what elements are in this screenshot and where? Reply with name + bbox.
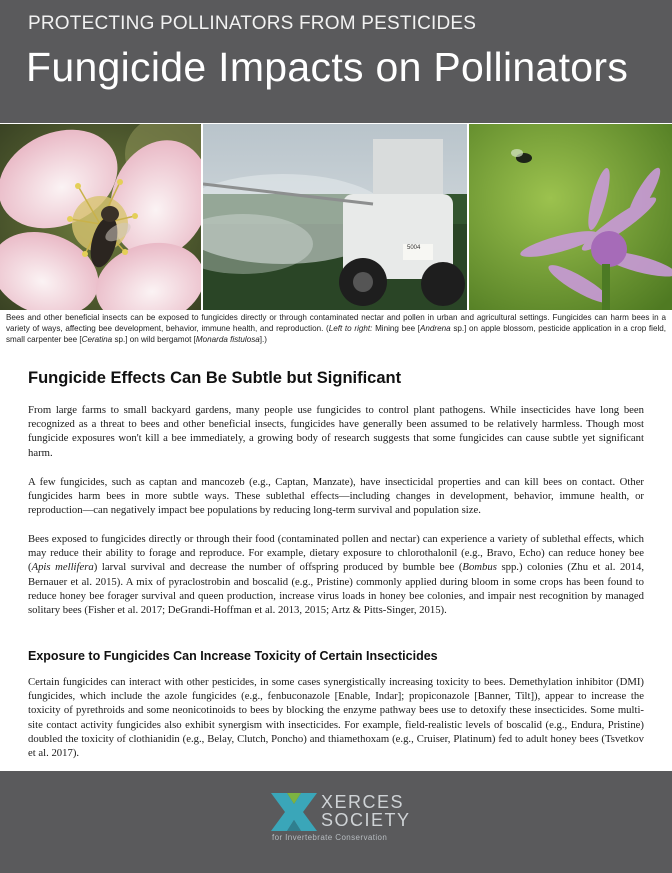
photo-carpenter-bee xyxy=(469,124,672,310)
section-heading-synergy: Exposure to Fungicides Can Increase Toxicity of Certain Insecticides xyxy=(28,649,438,663)
xerces-logo-icon xyxy=(271,793,317,831)
photo-mining-bee xyxy=(0,124,201,310)
photo-strip xyxy=(0,124,672,310)
paragraph-sublethal: A few fungicides, such as captan and mancozeb (e.g., Captan, Manzate), have insecticidal properties and can kill bees on contact. Other fungicides harm bees in more subtle ways. These sublethal effects—including changes in development, behavior, immune health, or reproduction—can negatively impact bee populations by reducing long-term survival and population size. xyxy=(28,476,644,517)
photo-pesticide-sprayer xyxy=(203,124,467,310)
series-kicker: PROTECTING POLLINATORS FROM PESTICIDES xyxy=(28,13,477,34)
paragraph-synergy: Certain fungicides can interact with other pesticides, in some cases synergistically increasing toxicity to bees. Demethylation inhibitor (DMI) fungicides, which include the azole fungicides (e.g., fenbuconazole [Enable, Indar]; propiconazole [Banner, Tilt]), appear to increase the toxicity of pyrethroids and some neonicotinoids to bees by blocking the enzyme pathway bees use to detoxify these insecticides. Some multi-site contact activity fungicides also exhibit synergism with insecticides. For example, field-realistic levels of boscalid (e.g., Endura, Pristine) doubled the toxicity of clothianidin (e.g., Belay, Clutch, Poncho) and thiamethoxam (e.g., Cruiser, Platinum) fed to adult honey bees (Tsvetkov et al. 2017). xyxy=(28,676,644,760)
page-title: Fungicide Impacts on Pollinators xyxy=(26,44,629,90)
header-banner xyxy=(0,0,672,123)
photo-caption: Bees and other beneficial insects can be exposed to fungicides directly or through contaminated nectar and pollen in urban and agricultural settings. Fungicides can harm bees in a variety of ways, affecting bee development, behavior, immune health, and reproduction. (Left to right: Mining bee [Andrena sp.] on apple blossom, pesticide application in a crop field, small carpenter bee [Ceratina sp.] on wild bergamot [Monarda fistulosa].) xyxy=(6,313,667,344)
paragraph-intro: From large farms to small backyard gardens, many people use fungicides to control plant pathogens. While insecticides have long been recognized as a threat to bees and other beneficial insects, fungicides have generally been assumed to be relatively harmless. Though most fungicide exposures won't kill a bee immediately, a growing body of research suggests that some fungicides can cause subtle yet significant harm. xyxy=(28,404,644,459)
xerces-logo-wordmark: XERCES SOCIETY xyxy=(321,792,411,830)
sprayer-number: 5004 xyxy=(407,245,421,251)
section-heading-subtle-effects: Fungicide Effects Can Be Subtle but Significant xyxy=(28,369,402,387)
xerces-tagline: for Invertebrate Conservation xyxy=(272,833,388,842)
paragraph-exposure-effects: Bees exposed to fungicides directly or through their food (contaminated pollen and nectar) can experience a variety of sublethal effects, which may reduce their ability to forage and reproduce. For example, dietary exposure to chlorothalonil (e.g., Bravo, Echo) can reduce honey bee (Apis mellifera) larval survival and decrease the number of offspring produced by bumble bee (Bombus spp.) colonies (Zhu et al. 2014, Bernauer et al. 2015). A mix of pyraclostrobin and boscalid (e.g., Pristine) commonly applied during bloom in some crops has been found to reduce honey bee forager survival and queen production, increase virus loads in honey bee colonies, and impair nest recognition by managed solitary bees (Fisher et al. 2017; DeGrandi-Hoffman et al. 2013, 2015; Artz & Pitts-Singer, 2015). xyxy=(28,533,645,617)
